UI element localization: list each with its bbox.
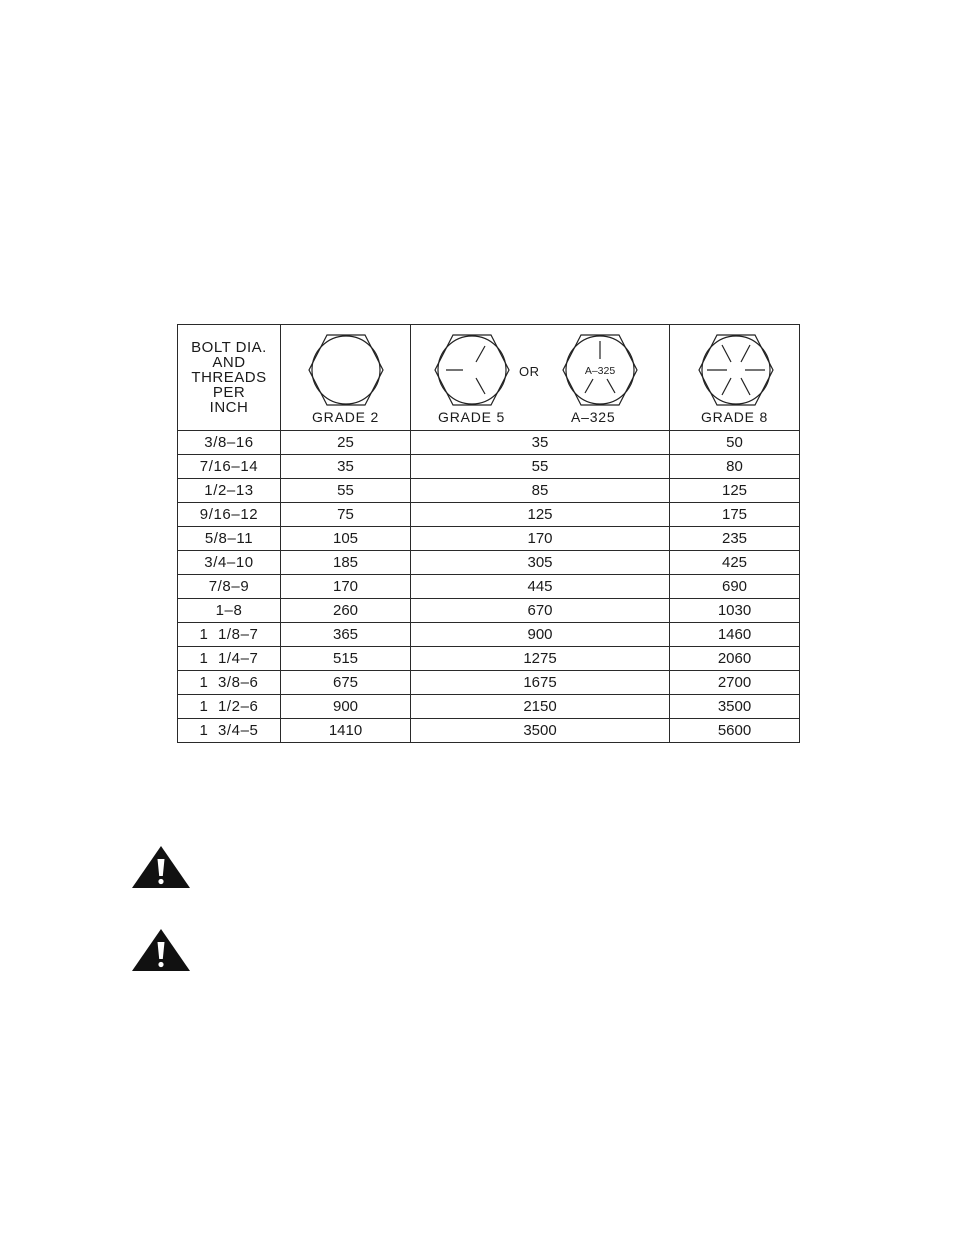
grade8-torque-cell: 690 — [670, 575, 800, 599]
grade2-torque-cell: 900 — [281, 695, 411, 719]
table-row — [178, 503, 800, 527]
bolt-size-cell: 3/8–16 — [178, 431, 281, 455]
bolt-size-cell: 1/2–13 — [178, 479, 281, 503]
bolt-size-cell: 1–8 — [178, 599, 281, 623]
grade8-torque-cell: 5600 — [670, 719, 800, 743]
bolt-size-cell: 7/16–14 — [178, 455, 281, 479]
grade8-torque-cell: 235 — [670, 527, 800, 551]
grade2-torque-cell: 260 — [281, 599, 411, 623]
grade2-header — [281, 325, 411, 431]
size-header-line: INCH — [209, 399, 249, 416]
grade8-torque-cell: 175 — [670, 503, 800, 527]
grade5-torque-cell: 125 — [411, 503, 670, 527]
grade8-header — [670, 325, 800, 431]
bolt-size-cell: 1 3/4–5 — [178, 719, 281, 743]
bolt-size-cell: 1 1/2–6 — [178, 695, 281, 719]
size-header-line: THREADS PER — [191, 369, 267, 401]
table-row — [178, 575, 800, 599]
grade8-torque-cell: 3500 — [670, 695, 800, 719]
hex-bolt-a325-icon — [561, 331, 639, 409]
bolt-size-cell: 9/16–12 — [178, 503, 281, 527]
grade2-torque-cell: 170 — [281, 575, 411, 599]
grade5-torque-cell: 35 — [411, 431, 670, 455]
grade2-torque-cell: 365 — [281, 623, 411, 647]
grade2-torque-cell: 515 — [281, 647, 411, 671]
grade5-torque-cell: 305 — [411, 551, 670, 575]
size-header-line: AND — [212, 354, 246, 371]
table-row — [178, 599, 800, 623]
table-row — [178, 623, 800, 647]
table-row — [178, 479, 800, 503]
grade2-torque-cell: 675 — [281, 671, 411, 695]
grade5-torque-cell: 445 — [411, 575, 670, 599]
grade5-torque-cell: 1675 — [411, 671, 670, 695]
bolt-size-cell: 5/8–11 — [178, 527, 281, 551]
grade8-torque-cell: 80 — [670, 455, 800, 479]
grade5-torque-cell: 170 — [411, 527, 670, 551]
grade8-torque-cell: 2700 — [670, 671, 800, 695]
grade8-torque-cell: 1460 — [670, 623, 800, 647]
grade8-torque-cell: 1030 — [670, 599, 800, 623]
table-row — [178, 527, 800, 551]
table-row — [178, 671, 800, 695]
grade5-torque-cell: 670 — [411, 599, 670, 623]
grade2-torque-cell: 75 — [281, 503, 411, 527]
grade5-torque-cell: 2150 — [411, 695, 670, 719]
bolt-size-header — [178, 325, 281, 431]
hex-bolt-three-lines-icon — [433, 331, 511, 409]
grade5-torque-cell: 85 — [411, 479, 670, 503]
warning-triangle-icon — [131, 928, 191, 972]
hex-bolt-plain-icon — [307, 331, 385, 409]
grade8-torque-cell: 125 — [670, 479, 800, 503]
grade8-torque-cell: 50 — [670, 431, 800, 455]
grade2-torque-cell: 185 — [281, 551, 411, 575]
a325-icon-text: A–325 — [584, 365, 616, 377]
bolt-torque-table — [177, 324, 800, 743]
grade8-label: GRADE 8 — [700, 409, 769, 425]
grade5-a325-header — [411, 325, 670, 431]
grade8-torque-cell: 2060 — [670, 647, 800, 671]
grade2-label: GRADE 2 — [311, 409, 380, 425]
table-row — [178, 647, 800, 671]
or-label: OR — [519, 364, 540, 379]
table-row — [178, 431, 800, 455]
grade2-torque-cell: 35 — [281, 455, 411, 479]
hex-bolt-six-lines-icon — [697, 331, 775, 409]
grade5-label: GRADE 5 — [438, 409, 506, 425]
grade2-torque-cell: 105 — [281, 527, 411, 551]
table-header-row — [178, 325, 800, 431]
table-row — [178, 719, 800, 743]
grade5-torque-cell: 55 — [411, 455, 670, 479]
grade5-torque-cell: 1275 — [411, 647, 670, 671]
bolt-size-cell: 1 1/8–7 — [178, 623, 281, 647]
warning-triangle-icon — [131, 845, 191, 889]
grade2-torque-cell: 55 — [281, 479, 411, 503]
table-row — [178, 551, 800, 575]
size-header-line: BOLT DIA. — [191, 339, 267, 356]
a325-label: A–325 — [571, 409, 616, 425]
grade5-torque-cell: 900 — [411, 623, 670, 647]
bolt-size-cell: 3/4–10 — [178, 551, 281, 575]
grade8-torque-cell: 425 — [670, 551, 800, 575]
bolt-size-cell: 1 1/4–7 — [178, 647, 281, 671]
table-row — [178, 695, 800, 719]
bolt-size-cell: 1 3/8–6 — [178, 671, 281, 695]
grade5-torque-cell: 3500 — [411, 719, 670, 743]
bolt-size-cell: 7/8–9 — [178, 575, 281, 599]
grade2-torque-cell: 25 — [281, 431, 411, 455]
table-row — [178, 455, 800, 479]
grade2-torque-cell: 1410 — [281, 719, 411, 743]
